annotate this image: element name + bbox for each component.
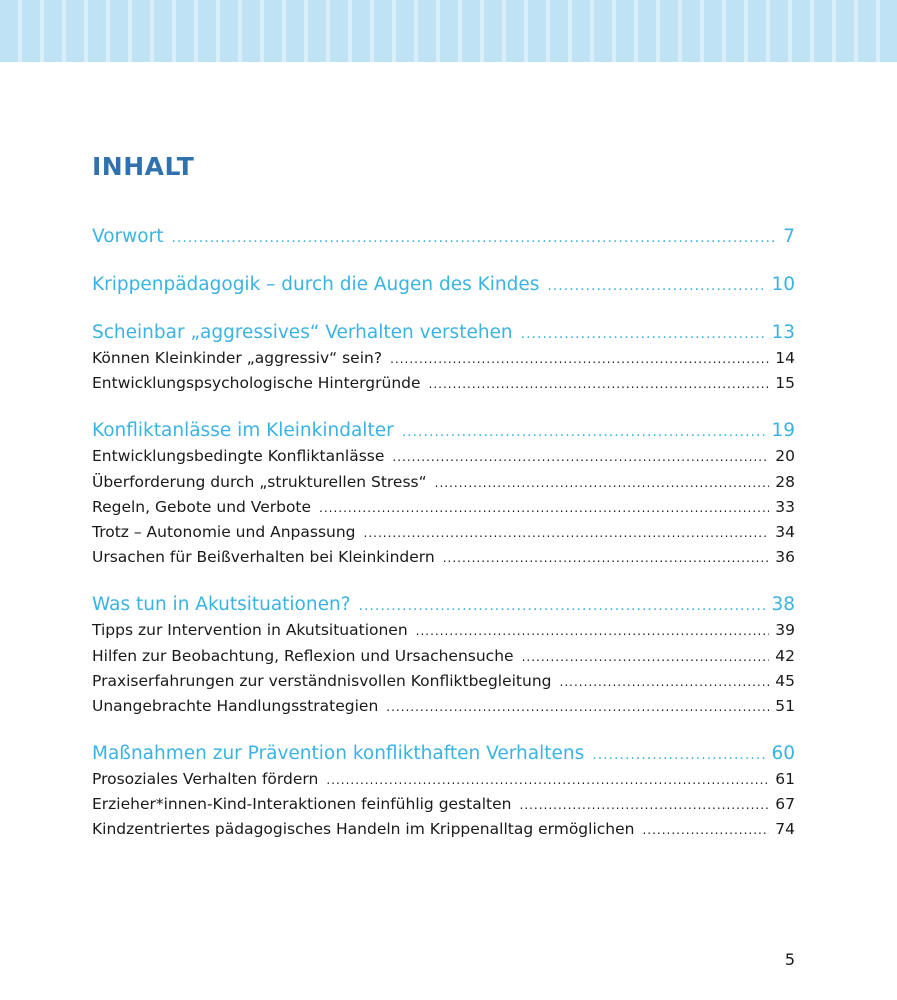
toc-page: 60 [771, 743, 795, 765]
toc-page: 36 [775, 548, 795, 567]
toc-page: 14 [775, 349, 795, 367]
toc-section[interactable] [92, 473, 795, 498]
toc-chapter-praevention[interactable] [92, 743, 795, 770]
toc-label: Praxiserfahrungen zur verständnisvollen Konfliktbegleitung [92, 671, 552, 690]
toc-page: 28 [775, 472, 795, 491]
toc-page: 7 [783, 226, 795, 247]
toc-page: 38 [771, 594, 795, 616]
toc-label: Entwicklungspsychologische Hintergründe [92, 374, 421, 393]
toc-chapter-krippenpaedagogik[interactable] [92, 274, 795, 301]
toc-label: Tipps zur Intervention in Akutsituationen [92, 621, 408, 640]
toc-label: Vorwort [92, 226, 164, 247]
toc-page: 39 [775, 621, 795, 640]
toc-label: Erzieher*innen-Kind-Interaktionen feinfühlig gestalten [92, 795, 512, 814]
toc-label: Maßnahmen zur Prävention konflikthaften Verhaltens [92, 743, 585, 765]
toc-section[interactable] [92, 523, 795, 548]
toc-page: 51 [775, 696, 795, 715]
toc-page: 42 [775, 646, 795, 665]
toc-chapter-vorwort[interactable] [92, 226, 795, 253]
toc-section[interactable] [92, 498, 795, 523]
toc-page: 33 [775, 497, 795, 516]
toc-label: Überforderung durch „strukturellen Stress“ [92, 472, 427, 491]
toc-chapter-akutsituationen[interactable] [92, 594, 795, 621]
toc-page: 10 [771, 274, 795, 295]
toc-section[interactable] [92, 697, 795, 722]
toc-section[interactable] [92, 820, 795, 845]
toc-section[interactable] [92, 672, 795, 697]
toc-label: Ursachen für Beißverhalten bei Kleinkindern [92, 548, 435, 567]
toc-page: 19 [771, 420, 795, 442]
table-of-contents [92, 226, 795, 846]
toc-page: 45 [775, 671, 795, 690]
toc-section[interactable] [92, 548, 795, 573]
toc-label: Unangebrachte Handlungsstrategien [92, 696, 379, 715]
toc-label: Können Kleinkinder „aggressiv“ sein? [92, 349, 383, 367]
toc-page: 61 [775, 770, 795, 789]
toc-page: 67 [775, 795, 795, 814]
toc-section[interactable] [92, 447, 795, 472]
toc-section[interactable] [92, 647, 795, 672]
toc-chapter-aggressives-verhalten[interactable] [92, 322, 795, 349]
toc-label: Scheinbar „aggressives“ Verhalten verstehen [92, 322, 513, 343]
toc-section[interactable] [92, 770, 795, 795]
toc-page: 13 [771, 322, 795, 343]
toc-label: Entwicklungsbedingte Konfliktanlässe [92, 447, 385, 466]
toc-section[interactable] [92, 621, 795, 646]
page-number: 5 [784, 950, 795, 969]
page-title: INHALT [92, 152, 195, 181]
toc-page: 74 [775, 820, 795, 839]
toc-label: Kindzentriertes pädagogisches Handeln im Krippenalltag ermöglichen [92, 820, 635, 839]
toc-section[interactable] [92, 795, 795, 820]
toc-label: Hilfen zur Beobachtung, Reflexion und Ursachensuche [92, 646, 514, 665]
toc-chapter-konfliktanlaesse[interactable] [92, 420, 795, 447]
toc-label: Regeln, Gebote und Verbote [92, 497, 312, 516]
toc-label: Krippenpädagogik – durch die Augen des Kindes [92, 274, 540, 295]
toc-section[interactable] [92, 374, 795, 399]
toc-label: Konfliktanlässe im Kleinkindalter [92, 420, 394, 442]
toc-label: Prosoziales Verhalten fördern [92, 770, 319, 789]
toc-section[interactable] [92, 349, 795, 374]
toc-page: 15 [775, 374, 795, 393]
toc-label: Trotz – Autonomie und Anpassung [92, 522, 356, 541]
decorative-stripe-band [0, 0, 897, 62]
toc-page: 20 [775, 447, 795, 466]
toc-page: 34 [775, 522, 795, 541]
toc-label: Was tun in Akutsituationen? [92, 594, 351, 616]
